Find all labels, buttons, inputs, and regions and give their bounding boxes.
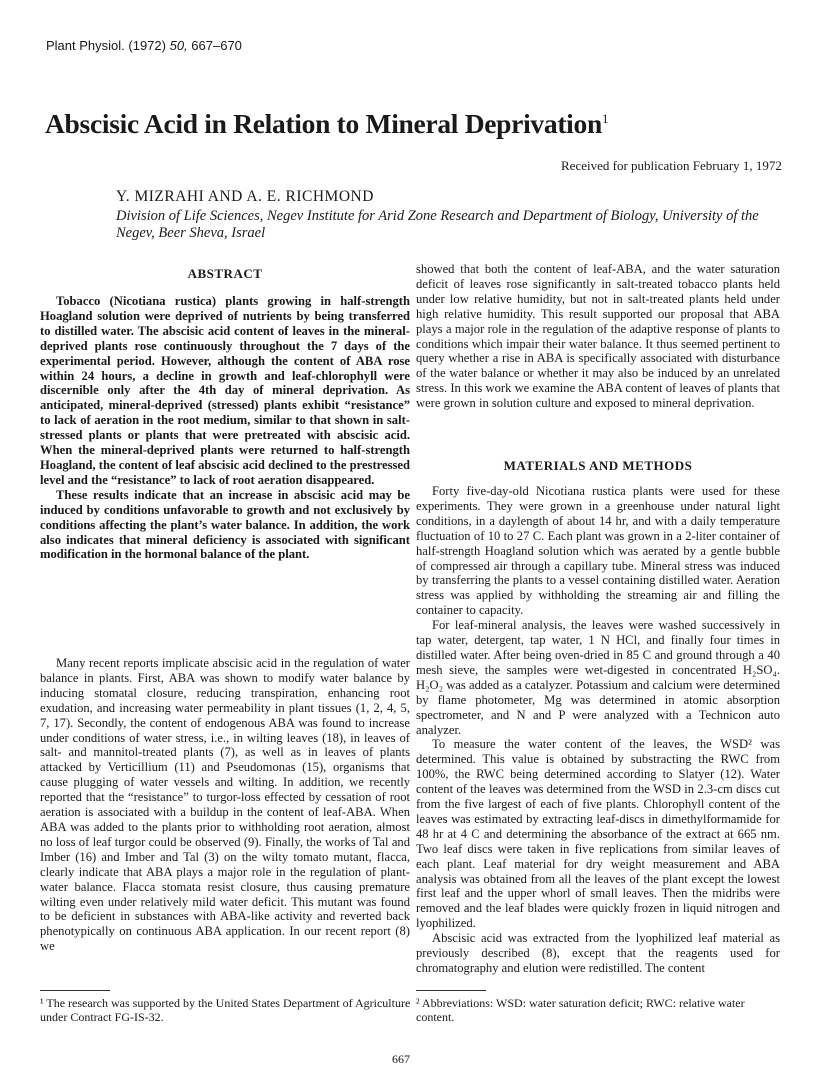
title-footnote-mark: 1 bbox=[601, 110, 609, 126]
affiliation: Division of Life Sciences, Negev Institute for Arid Zone Research and Department of Biology, University of the Negev, Beer Sheva, Israel bbox=[116, 208, 759, 241]
abstract-paragraph-1: Tobacco (Nicotiana rustica) plants growing in half-strength Hoagland solution were deprived of nutrients by being transferred to distilled water. The abscisic acid content of leaves in the mineral-deprived plants rose continuously throughout the 7 days of the experimental period. However, although the content of ABA rose within 24 hours, a decline in growth and leaf-chlorophyll were discernible only after the 4th day of mineral deprivation. As anticipated, mineral-deprived (stressed) plants exhibit “resistance” to lack of aeration in the root medium, similar to that shown in salt-stressed plants or plants that were pretreated with abscisic acid. When the mineral-deprived plants were returned to half-strength Hoagland, the content of leaf abscisic acid declined to the prestressed level and the “resistance” to lack of root aeration disappeared. bbox=[40, 294, 410, 487]
authors: Y. MIZRAHI AND A. E. RICHMOND bbox=[116, 188, 374, 205]
footnote-rule-right bbox=[416, 990, 486, 991]
methods-paragraph-1: Forty five-day-old Nicotiana rustica plants were used for these experiments. They were grown in a greenhouse under natural light conditions, in a daylength of about 14 hr, and with a daily temperature fluctuation of 10 to 27 C. Each plant was grown in a 2-liter container of half-strength Hoagland solution which was aerated by a gentle bubble of compressed air through a capillary tube. Mineral stress was induced by transferring the plants to a vessel containing distilled water. Aeration stress was applied by withholding the streaming air and filling the container to capacity. bbox=[416, 484, 780, 618]
methods-body bbox=[416, 484, 780, 976]
journal-citation bbox=[46, 38, 242, 53]
journal-name: Plant Physiol. bbox=[46, 38, 125, 53]
journal-year: (1972) bbox=[128, 38, 166, 53]
footnote-rule-left bbox=[40, 990, 110, 991]
introduction-left bbox=[40, 656, 410, 954]
abstract-paragraph-2: These results indicate that an increase in abscisic acid may be induced by conditions unfavorable to growth and not exclusively by conditions affecting the plant’s water balance. In addition, the work also indicates that mineral deficiency is associated with significant modification in the hormonal balance of the plant. bbox=[40, 487, 410, 562]
footnote-right: ² Abbreviations: WSD: water saturation deficit; RWC: relative water content. bbox=[416, 996, 745, 1024]
intro-paragraph-1: Many recent reports implicate abscisic acid in the regulation of water balance in plants. First, ABA was shown to modify water balance by inducing stomatal closure, reducing transpiration, enhancing root exudation, and increasing water permeability in plant tissues (1, 2, 4, 5, 7, 17). Secondly, the content of endogenous ABA was found to increase under conditions of water stress, i.e., in wilting leaves (18), in leaves of salt- and mannitol-treated plants (7), as well as in leaves of plants attacked by Verticillium (11) and Pseudomonas (15), organisms that cause plugging of water vessels and wilting. In addition, we recently reported that the “resistance” to turgor-loss effected by cessation of root aeration is associated with a buildup in the content of leaf-ABA. When ABA was added to the plants prior to withholding root aeration, almost no loss of leaf turgor could be observed (9). Finally, the works of Tal and Imber (16) and Imber and Tal (3) on the wilty tomato mutant, flacca, clearly indicate that ABA plays a major role in the regulation of plant-water balance. Flacca stomata resist closure, thus causing premature wilting even under relatively mild water deficit. This mutant was found to be deficient in substances with ABA-like activity and reverted back phenotypically on continuous ABA application. In our recent report (8) we bbox=[40, 656, 410, 954]
methods-paragraph-4: Abscisic acid was extracted from the lyophilized leaf material as previously described (8), except that the reagents used for chromatography and elution were redistilled. The content bbox=[416, 931, 780, 975]
methods-paragraph-2: For leaf-mineral analysis, the leaves were washed successively in tap water, detergent, tap water, 1 N HCl, and finally four times in distilled water. After being oven-dried in 85 C and ground through a 40 mesh sieve, the samples were wet-digested in concentrated H₂SO₄. H₂O₂ was added as a catalyzer. Potassium and calcium were determined by flame photometer, Mg was determined in atomic absorption spectrometer, and N and P were analyzed with a Technicon auto analyzer. bbox=[416, 618, 780, 737]
footnote-left: ¹ The research was supported by the United States Department of Agriculture under Contract FG-IS-32. bbox=[40, 996, 411, 1024]
paper-title-text: Abscisic Acid in Relation to Mineral Deprivation bbox=[45, 108, 602, 139]
intro-paragraph-2: showed that both the content of leaf-ABA, and the water saturation deficit of leaves rose significantly in salt-treated tobacco plants held under low relative humidity, but not in salt-treated plants held under high relative humidity. This result supported our proposal that ABA plays a major role in the regulation of the adaptive response of plants to conditions which impair their water balance. It thus seemed pertinent to query whether a rise in ABA is specifically associated with disturbance of the water balance or whether it may also be induced by an unrelated stress. In this work we examine the ABA content of leaves of plants that were grown in solution culture and exposed to mineral deprivation. bbox=[416, 262, 780, 411]
introduction-right bbox=[416, 262, 780, 411]
abstract-heading: ABSTRACT bbox=[187, 266, 263, 281]
page-number: 667 bbox=[392, 1052, 410, 1066]
journal-pages: 667–670 bbox=[191, 38, 242, 53]
journal-volume: 50, bbox=[169, 38, 188, 53]
paper-title bbox=[45, 108, 608, 140]
methods-heading: MATERIALS AND METHODS bbox=[503, 458, 693, 473]
abstract-body bbox=[40, 294, 410, 562]
methods-paragraph-3: To measure the water content of the leaves, the WSD² was determined. This value is obtained by substracting the RWC from 100%, the RWC being determined according to Slatyer (12). Water content of the leaves was determined from the WSD in 2.3-cm discs cut from the five largest of each of five plants. Chlorophyll content of the leaves was estimated by extracting leaf-discs in dimethylformamide for 48 hr at 4 C and determining the absorbance of the extract at 665 nm. Two leaf discs were taken in five replications from similar leaves of each plant. Leaf material for dry weight measurement and ABA analysis was obtained from all the leaves of the plant except the lowest first leaf and the upper whorl of small leaves. Then the midribs were removed and the leaf blades were quickly frozen in liquid nitrogen and lyophilized. bbox=[416, 737, 780, 931]
received-date: Received for publication February 1, 1972 bbox=[561, 158, 782, 173]
